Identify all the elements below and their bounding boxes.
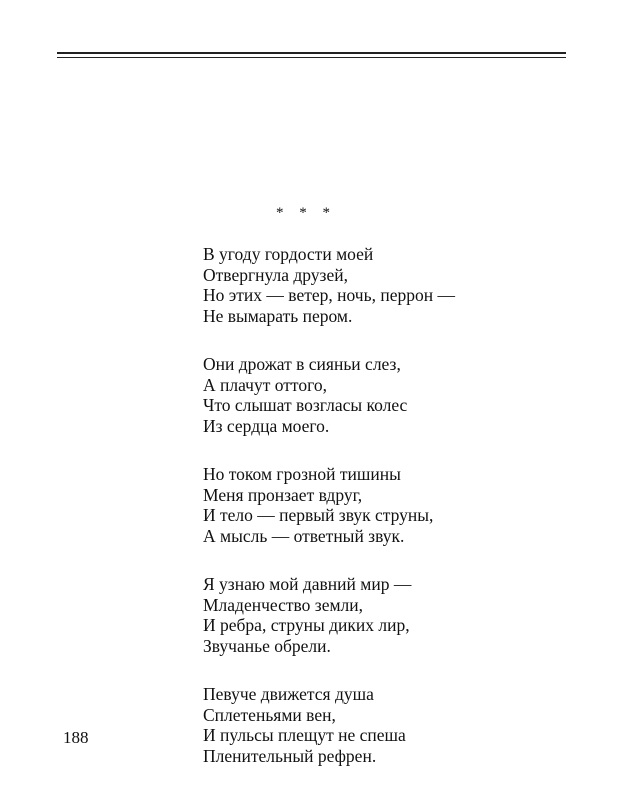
poem-line: И ребра, струны диких лир,	[203, 615, 410, 635]
poem	[203, 244, 563, 794]
poem-line: Певуче движется душа	[203, 684, 374, 704]
stanza-3	[203, 464, 563, 546]
stanza-4	[203, 574, 563, 656]
poem-line: А мысль — ответный звук.	[203, 525, 405, 546]
poem-line: Меня пронзает вдруг,	[203, 484, 363, 505]
poem-line: Пленительный рефрен.	[203, 745, 377, 766]
poem-line: И пульсы плещут не спеша	[203, 725, 406, 745]
poem-line: Отвергнула друзей,	[203, 264, 348, 285]
poem-line: Но этих — ветер, ночь, перрон —	[203, 285, 455, 305]
poem-line: Звучанье обрели.	[203, 635, 331, 656]
poem-line: В угоду гордости моей	[203, 244, 374, 264]
poem-line: Не вымарать пером.	[203, 305, 353, 326]
page-number: 188	[63, 728, 89, 747]
poem-line: Я узнаю мой давний мир —	[203, 574, 412, 594]
poem-line: Они дрожат в сияньи слез,	[203, 354, 401, 374]
poem-line: Из сердца моего.	[203, 415, 330, 436]
stanza-5	[203, 684, 563, 766]
top-rule-thick	[57, 52, 566, 54]
poem-line: И тело — первый звук струны,	[203, 505, 434, 525]
poem-line: Но током грозной тишины	[203, 464, 401, 484]
poem-line: Что слышат возгласы колес	[203, 395, 408, 415]
section-separator: * * *	[276, 205, 336, 221]
stanza-1	[203, 244, 563, 326]
top-rule-thin	[57, 57, 566, 58]
poem-line: А плачут оттого,	[203, 374, 327, 395]
poem-line: Младенчество земли,	[203, 594, 364, 615]
stanza-2	[203, 354, 563, 436]
poem-line: Сплетеньями вен,	[203, 704, 336, 725]
